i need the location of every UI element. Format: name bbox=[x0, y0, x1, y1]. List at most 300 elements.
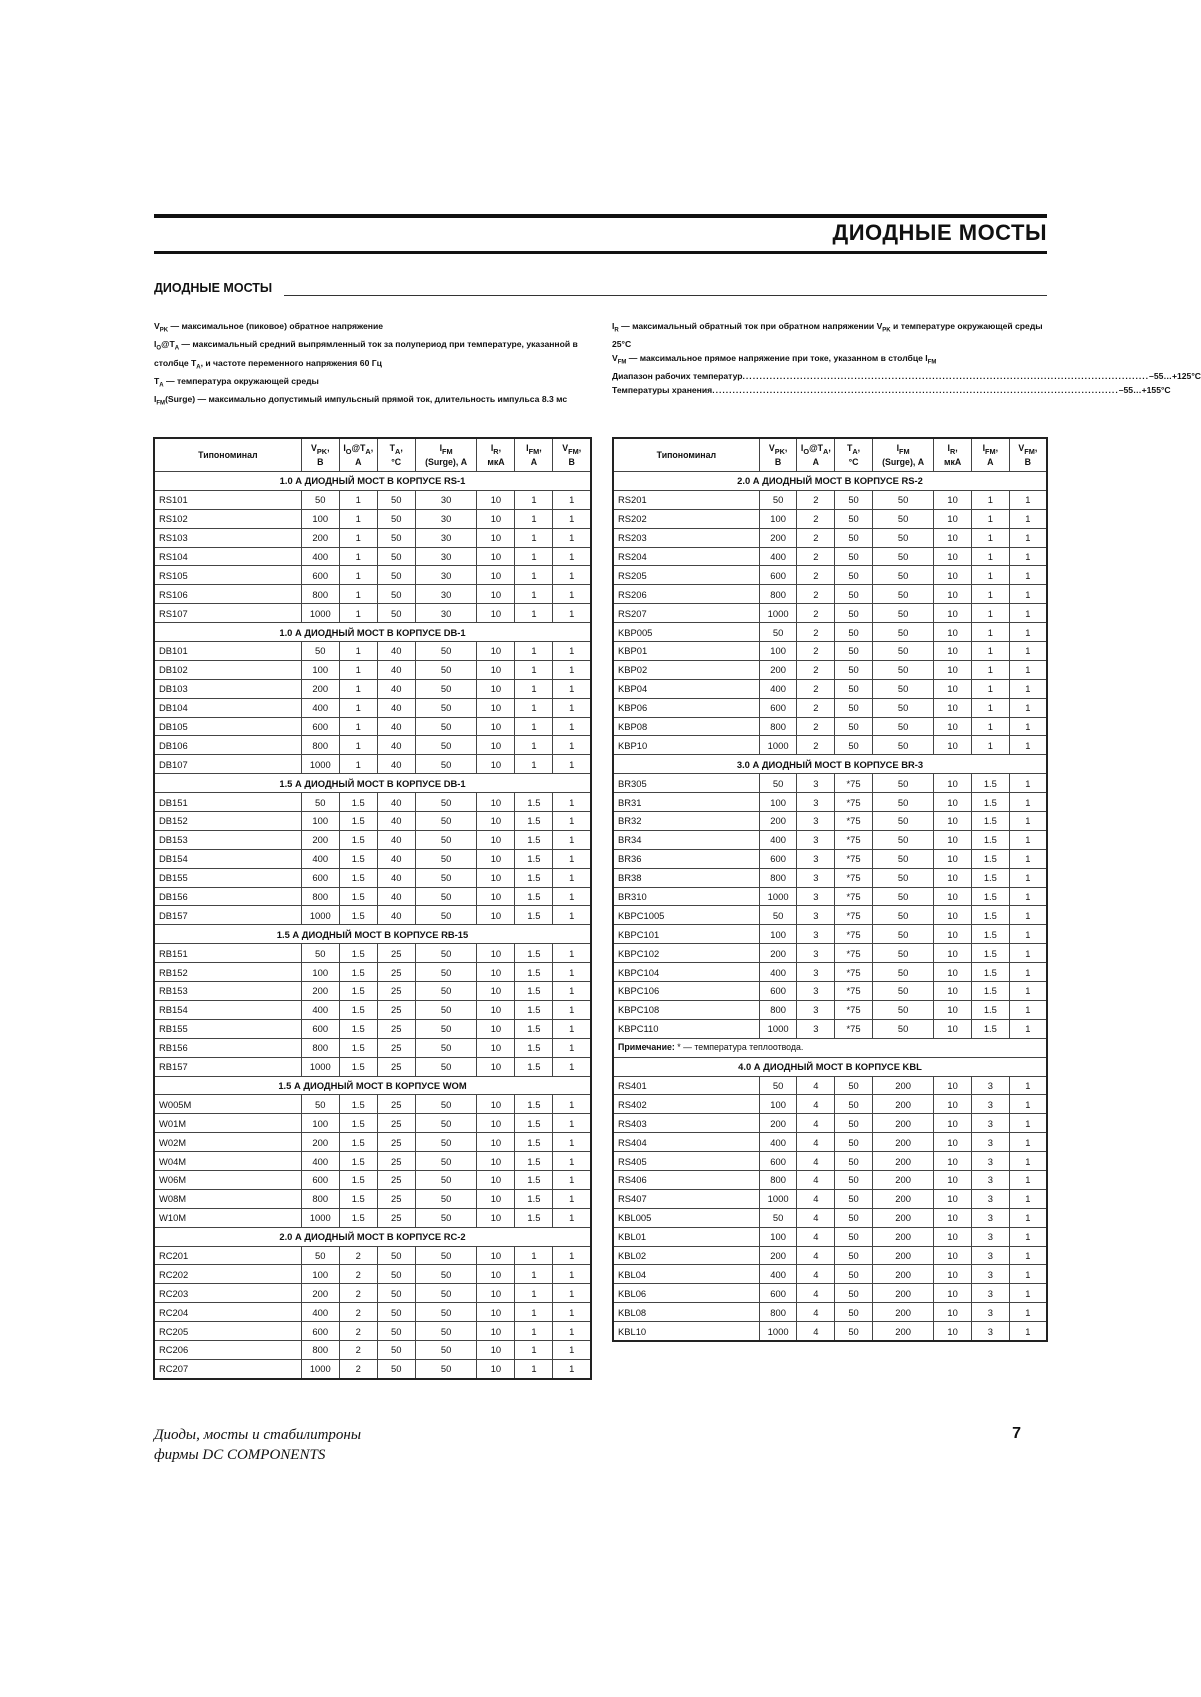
value-cell: 1.5 bbox=[339, 944, 377, 963]
table-row bbox=[154, 698, 591, 717]
value-cell: 1 bbox=[553, 509, 591, 528]
table-row bbox=[613, 660, 1047, 679]
part-number-cell: KBL04 bbox=[613, 1265, 759, 1284]
part-number-cell: KBL01 bbox=[613, 1227, 759, 1246]
part-number-cell: RC201 bbox=[154, 1246, 301, 1265]
value-cell: 10 bbox=[477, 736, 515, 755]
value-cell: 1.5 bbox=[971, 963, 1009, 982]
part-number-cell: RS102 bbox=[154, 509, 301, 528]
value-cell: 4 bbox=[797, 1189, 835, 1208]
group-row bbox=[154, 925, 591, 944]
value-cell: 1 bbox=[515, 717, 553, 736]
value-cell: 1 bbox=[1009, 906, 1047, 925]
value-cell: 1 bbox=[1009, 868, 1047, 887]
value-cell: 1 bbox=[339, 547, 377, 566]
range-label: Температуры хранения bbox=[612, 384, 713, 395]
note-label: Примечание: bbox=[618, 1042, 675, 1053]
value-cell: 200 bbox=[872, 1170, 933, 1189]
value-cell: 1 bbox=[553, 906, 591, 925]
value-cell: 4 bbox=[797, 1322, 835, 1341]
table-row bbox=[154, 1208, 591, 1227]
part-number-cell: RB151 bbox=[154, 944, 301, 963]
value-cell: 3 bbox=[971, 1265, 1009, 1284]
value-cell: 1.5 bbox=[339, 1133, 377, 1152]
value-cell: 1 bbox=[553, 1303, 591, 1322]
value-cell: 1.5 bbox=[971, 887, 1009, 906]
value-cell: 50 bbox=[415, 868, 477, 887]
value-cell: 1 bbox=[339, 679, 377, 698]
value-cell: 2 bbox=[797, 528, 835, 547]
value-cell: 1 bbox=[1009, 642, 1047, 661]
value-cell: 1.5 bbox=[971, 868, 1009, 887]
value-cell: 10 bbox=[934, 1189, 972, 1208]
table-row bbox=[613, 1095, 1047, 1114]
column-header: $V_{FM}$, В bbox=[553, 438, 591, 472]
value-cell: 40 bbox=[377, 849, 415, 868]
value-cell: 50 bbox=[835, 1189, 873, 1208]
value-cell: 1 bbox=[515, 1322, 553, 1341]
value-cell: 10 bbox=[934, 490, 972, 509]
value-cell: 10 bbox=[477, 717, 515, 736]
footer-line-1: Диоды, мосты и стабилитроны bbox=[154, 1427, 362, 1443]
value-cell: 50 bbox=[415, 944, 477, 963]
value-cell: 50 bbox=[835, 1265, 873, 1284]
value-cell: 1 bbox=[553, 1246, 591, 1265]
value-cell: 1 bbox=[971, 642, 1009, 661]
value-cell: 2 bbox=[797, 736, 835, 755]
value-cell: 25 bbox=[377, 1038, 415, 1057]
value-cell: 10 bbox=[477, 1114, 515, 1133]
value-cell: 400 bbox=[759, 1133, 797, 1152]
value-cell: 3 bbox=[797, 906, 835, 925]
value-cell: 10 bbox=[934, 1284, 972, 1303]
value-cell: 1 bbox=[1009, 623, 1047, 642]
value-cell: 4 bbox=[797, 1303, 835, 1322]
value-cell: 400 bbox=[301, 547, 339, 566]
value-cell: *75 bbox=[835, 868, 873, 887]
group-row bbox=[154, 774, 591, 793]
part-number-cell: DB156 bbox=[154, 887, 301, 906]
value-cell: 1 bbox=[1009, 1076, 1047, 1095]
value-cell: 1.5 bbox=[971, 849, 1009, 868]
part-number-cell: DB154 bbox=[154, 849, 301, 868]
value-cell: 2 bbox=[797, 585, 835, 604]
value-cell: 1 bbox=[553, 793, 591, 812]
value-cell: 1 bbox=[1009, 1095, 1047, 1114]
part-number-cell: DB155 bbox=[154, 868, 301, 887]
value-cell: 50 bbox=[759, 1208, 797, 1227]
value-cell: 40 bbox=[377, 755, 415, 774]
table-row bbox=[154, 528, 591, 547]
table-row bbox=[154, 1284, 591, 1303]
table-row bbox=[154, 1265, 591, 1284]
value-cell: 50 bbox=[835, 1208, 873, 1227]
value-cell: 1.5 bbox=[515, 1189, 553, 1208]
value-cell: 1 bbox=[971, 660, 1009, 679]
value-cell: 600 bbox=[301, 717, 339, 736]
value-cell: 50 bbox=[415, 1133, 477, 1152]
value-cell: 1 bbox=[553, 1265, 591, 1284]
value-cell: 40 bbox=[377, 868, 415, 887]
value-cell: 200 bbox=[759, 944, 797, 963]
value-cell: *75 bbox=[835, 849, 873, 868]
value-cell: *75 bbox=[835, 925, 873, 944]
value-cell: 10 bbox=[934, 623, 972, 642]
value-cell: 2 bbox=[339, 1265, 377, 1284]
value-cell: 1 bbox=[515, 585, 553, 604]
part-number-cell: DB103 bbox=[154, 679, 301, 698]
legend-item: $T_A$ — температура окружающей среды bbox=[154, 375, 319, 389]
section-rule bbox=[284, 295, 1047, 296]
legend-subscript: O bbox=[156, 346, 162, 353]
group-row bbox=[154, 1076, 591, 1095]
value-cell: 10 bbox=[934, 585, 972, 604]
value-cell: 1.5 bbox=[339, 812, 377, 831]
value-cell: 50 bbox=[835, 1133, 873, 1152]
value-cell: 50 bbox=[415, 1246, 477, 1265]
value-cell: 50 bbox=[759, 1076, 797, 1095]
value-cell: 3 bbox=[797, 868, 835, 887]
value-cell: 1000 bbox=[759, 1189, 797, 1208]
range-label: Диапазон рабочих температур bbox=[612, 371, 743, 382]
value-cell: 40 bbox=[377, 736, 415, 755]
value-cell: 1 bbox=[553, 944, 591, 963]
table-row bbox=[613, 528, 1047, 547]
value-cell: 50 bbox=[872, 660, 933, 679]
value-cell: 50 bbox=[415, 887, 477, 906]
value-cell: 1 bbox=[1009, 679, 1047, 698]
value-cell: 2 bbox=[797, 717, 835, 736]
value-cell: 100 bbox=[759, 509, 797, 528]
value-cell: 50 bbox=[377, 1303, 415, 1322]
value-cell: 1 bbox=[553, 868, 591, 887]
value-cell: 100 bbox=[759, 793, 797, 812]
value-cell: 1.5 bbox=[339, 830, 377, 849]
value-cell: 50 bbox=[377, 1284, 415, 1303]
value-cell: 10 bbox=[477, 1359, 515, 1378]
value-cell: 10 bbox=[934, 963, 972, 982]
value-cell: 800 bbox=[759, 585, 797, 604]
value-cell: 200 bbox=[759, 660, 797, 679]
value-cell: 1.5 bbox=[515, 982, 553, 1001]
value-cell: 50 bbox=[872, 774, 933, 793]
value-cell: 400 bbox=[301, 698, 339, 717]
value-cell: 1 bbox=[553, 585, 591, 604]
table-row bbox=[154, 793, 591, 812]
value-cell: 1 bbox=[971, 585, 1009, 604]
value-cell: 600 bbox=[301, 1322, 339, 1341]
part-number-cell: RS207 bbox=[613, 604, 759, 623]
value-cell: 25 bbox=[377, 1095, 415, 1114]
value-cell: 1 bbox=[1009, 585, 1047, 604]
part-number-cell: KBL02 bbox=[613, 1246, 759, 1265]
value-cell: 50 bbox=[872, 528, 933, 547]
value-cell: 50 bbox=[872, 849, 933, 868]
value-cell: 30 bbox=[415, 490, 477, 509]
value-cell: 10 bbox=[477, 812, 515, 831]
value-cell: 10 bbox=[934, 528, 972, 547]
part-number-cell: RB153 bbox=[154, 982, 301, 1001]
value-cell: 1 bbox=[1009, 736, 1047, 755]
value-cell: 3 bbox=[797, 887, 835, 906]
value-cell: 400 bbox=[759, 679, 797, 698]
value-cell: 200 bbox=[759, 1114, 797, 1133]
value-cell: 800 bbox=[301, 1038, 339, 1057]
value-cell: 2 bbox=[797, 490, 835, 509]
table-row bbox=[154, 566, 591, 585]
table-row bbox=[613, 1133, 1047, 1152]
value-cell: 1 bbox=[553, 490, 591, 509]
value-cell: 600 bbox=[759, 1152, 797, 1171]
value-cell: 10 bbox=[934, 944, 972, 963]
value-cell: 1.5 bbox=[339, 1019, 377, 1038]
value-cell: 1 bbox=[515, 736, 553, 755]
value-cell: 1 bbox=[1009, 660, 1047, 679]
value-cell: 50 bbox=[377, 528, 415, 547]
value-cell: 600 bbox=[759, 1284, 797, 1303]
value-cell: 10 bbox=[477, 1189, 515, 1208]
value-cell: 10 bbox=[477, 660, 515, 679]
value-cell: 1 bbox=[515, 604, 553, 623]
table-row bbox=[154, 509, 591, 528]
value-cell: 10 bbox=[477, 849, 515, 868]
part-number-cell: KBP04 bbox=[613, 679, 759, 698]
value-cell: 3 bbox=[797, 982, 835, 1001]
value-cell: 1 bbox=[971, 623, 1009, 642]
value-cell: 10 bbox=[477, 1152, 515, 1171]
value-cell: 50 bbox=[759, 490, 797, 509]
value-cell: 600 bbox=[759, 698, 797, 717]
table-row bbox=[154, 755, 591, 774]
value-cell: 1.5 bbox=[339, 793, 377, 812]
value-cell: 10 bbox=[477, 490, 515, 509]
value-cell: 3 bbox=[971, 1322, 1009, 1341]
value-cell: 1.5 bbox=[515, 1133, 553, 1152]
value-cell: 4 bbox=[797, 1170, 835, 1189]
value-cell: 1.5 bbox=[339, 1189, 377, 1208]
value-cell: 1 bbox=[515, 490, 553, 509]
table-row bbox=[154, 868, 591, 887]
value-cell: 1.5 bbox=[515, 1000, 553, 1019]
table-row bbox=[613, 1114, 1047, 1133]
value-cell: 25 bbox=[377, 963, 415, 982]
table-row bbox=[613, 1227, 1047, 1246]
value-cell: 4 bbox=[797, 1133, 835, 1152]
legend-subscript: A bbox=[196, 364, 201, 371]
table-row bbox=[154, 1095, 591, 1114]
table-row bbox=[154, 1057, 591, 1076]
legend-item: $V_{FM}$ — максимальное прямое напряжение при токе, указанном в столбце $I_{FM}$ bbox=[612, 352, 937, 366]
value-cell: 1 bbox=[553, 698, 591, 717]
value-cell: 1 bbox=[339, 717, 377, 736]
value-cell: 200 bbox=[872, 1208, 933, 1227]
part-number-cell: KBP10 bbox=[613, 736, 759, 755]
table-row bbox=[613, 1303, 1047, 1322]
table-row bbox=[613, 887, 1047, 906]
part-number-cell: DB157 bbox=[154, 906, 301, 925]
value-cell: 1 bbox=[1009, 717, 1047, 736]
value-cell: 2 bbox=[797, 679, 835, 698]
value-cell: 1000 bbox=[301, 1359, 339, 1378]
value-cell: 1 bbox=[553, 1114, 591, 1133]
column-subscript: O bbox=[803, 446, 810, 456]
legend-subscript: A bbox=[159, 382, 164, 389]
value-cell: 200 bbox=[872, 1114, 933, 1133]
value-cell: 50 bbox=[415, 812, 477, 831]
value-cell: 1.5 bbox=[971, 830, 1009, 849]
column-subscript: O bbox=[345, 446, 352, 456]
column-subscript: R bbox=[949, 446, 956, 456]
value-cell: 4 bbox=[797, 1246, 835, 1265]
value-cell: 2 bbox=[339, 1303, 377, 1322]
value-cell: 200 bbox=[872, 1322, 933, 1341]
value-cell: 50 bbox=[872, 1000, 933, 1019]
value-cell: 50 bbox=[415, 830, 477, 849]
value-cell: 10 bbox=[934, 717, 972, 736]
value-cell: 1000 bbox=[301, 604, 339, 623]
value-cell: 50 bbox=[759, 774, 797, 793]
value-cell: 1 bbox=[1009, 830, 1047, 849]
value-cell: 1 bbox=[1009, 1303, 1047, 1322]
part-number-cell: KBPC101 bbox=[613, 925, 759, 944]
value-cell: 4 bbox=[797, 1152, 835, 1171]
table-row bbox=[154, 547, 591, 566]
part-number-cell: KBP06 bbox=[613, 698, 759, 717]
value-cell: 1.5 bbox=[339, 1057, 377, 1076]
value-cell: 800 bbox=[301, 1340, 339, 1359]
column-header: $T_A$, °С bbox=[377, 438, 415, 472]
part-number-cell: RS106 bbox=[154, 585, 301, 604]
value-cell: 50 bbox=[872, 604, 933, 623]
value-cell: 1 bbox=[339, 585, 377, 604]
value-cell: 50 bbox=[872, 944, 933, 963]
part-number-cell: RC202 bbox=[154, 1265, 301, 1284]
part-number-cell: RS101 bbox=[154, 490, 301, 509]
footer-publication bbox=[154, 1425, 361, 1465]
column-subscript: FM bbox=[1024, 446, 1035, 456]
value-cell: 3 bbox=[971, 1189, 1009, 1208]
value-cell: 50 bbox=[835, 490, 873, 509]
value-cell: 10 bbox=[477, 755, 515, 774]
table-row bbox=[154, 736, 591, 755]
value-cell: 1.5 bbox=[515, 849, 553, 868]
value-cell: 10 bbox=[477, 1038, 515, 1057]
column-header: $I_{FM}$, А bbox=[971, 438, 1009, 472]
value-cell: 1 bbox=[553, 1057, 591, 1076]
column-subscript: PK bbox=[774, 446, 785, 456]
part-number-cell: DB101 bbox=[154, 642, 301, 661]
value-cell: 3 bbox=[971, 1114, 1009, 1133]
value-cell: 200 bbox=[301, 679, 339, 698]
table-row bbox=[154, 679, 591, 698]
value-cell: 3 bbox=[797, 925, 835, 944]
part-number-cell: W08M bbox=[154, 1189, 301, 1208]
legend-item: $I_{FM}(Surge)$ — максимально допустимый импульсный прямой ток, длительность импульса 8.3 мс bbox=[154, 394, 568, 407]
value-cell: 4 bbox=[797, 1114, 835, 1133]
table-row bbox=[613, 1076, 1047, 1095]
table-row bbox=[613, 547, 1047, 566]
value-cell: 3 bbox=[971, 1095, 1009, 1114]
value-cell: 2 bbox=[339, 1359, 377, 1378]
value-cell: 1.5 bbox=[515, 963, 553, 982]
value-cell: 10 bbox=[934, 925, 972, 944]
value-cell: 1 bbox=[1009, 1189, 1047, 1208]
value-cell: 25 bbox=[377, 982, 415, 1001]
value-cell: 10 bbox=[477, 1340, 515, 1359]
value-cell: 2 bbox=[797, 623, 835, 642]
value-cell: 800 bbox=[301, 1189, 339, 1208]
value-cell: 10 bbox=[934, 1000, 972, 1019]
value-cell: 50 bbox=[835, 1284, 873, 1303]
value-cell: 30 bbox=[415, 566, 477, 585]
value-cell: 10 bbox=[934, 849, 972, 868]
value-cell: *75 bbox=[835, 944, 873, 963]
value-cell: 1 bbox=[515, 509, 553, 528]
value-cell: 50 bbox=[301, 490, 339, 509]
table-row bbox=[613, 1284, 1047, 1303]
value-cell: 50 bbox=[835, 679, 873, 698]
table-row bbox=[154, 585, 591, 604]
table-row bbox=[613, 490, 1047, 509]
value-cell: 1 bbox=[553, 1038, 591, 1057]
value-cell: 10 bbox=[477, 793, 515, 812]
value-cell: 1 bbox=[339, 660, 377, 679]
value-cell: 10 bbox=[477, 1322, 515, 1341]
part-number-cell: BR32 bbox=[613, 812, 759, 831]
part-number-cell: RB156 bbox=[154, 1038, 301, 1057]
value-cell: 800 bbox=[759, 1303, 797, 1322]
value-cell: 10 bbox=[934, 1095, 972, 1114]
value-cell: 50 bbox=[872, 736, 933, 755]
table-row bbox=[154, 1303, 591, 1322]
column-header: $I_{FM}$ (Surge), А bbox=[415, 438, 477, 472]
value-cell: 600 bbox=[301, 566, 339, 585]
value-cell: 10 bbox=[934, 1133, 972, 1152]
value-cell: 1 bbox=[553, 1095, 591, 1114]
value-cell: 10 bbox=[477, 1208, 515, 1227]
part-number-cell: KBL10 bbox=[613, 1322, 759, 1341]
value-cell: 50 bbox=[415, 1170, 477, 1189]
column-header: $I_R$, мкА bbox=[934, 438, 972, 472]
value-cell: 50 bbox=[872, 717, 933, 736]
value-cell: 1 bbox=[553, 604, 591, 623]
value-cell: 3 bbox=[797, 1000, 835, 1019]
value-cell: 50 bbox=[377, 509, 415, 528]
temperature-range bbox=[612, 370, 1201, 384]
value-cell: 50 bbox=[415, 679, 477, 698]
table-row bbox=[154, 1152, 591, 1171]
value-cell: 2 bbox=[797, 566, 835, 585]
part-number-cell: RS105 bbox=[154, 566, 301, 585]
value-cell: 1.5 bbox=[971, 1019, 1009, 1038]
table-row bbox=[154, 1038, 591, 1057]
value-cell: 1.5 bbox=[515, 1114, 553, 1133]
value-cell: 50 bbox=[415, 736, 477, 755]
table-row bbox=[613, 774, 1047, 793]
value-cell: 50 bbox=[835, 1246, 873, 1265]
table-header-row bbox=[154, 438, 591, 472]
table-row bbox=[613, 925, 1047, 944]
part-number-cell: KBP005 bbox=[613, 623, 759, 642]
value-cell: 10 bbox=[477, 509, 515, 528]
value-cell: 25 bbox=[377, 1189, 415, 1208]
value-cell: 200 bbox=[872, 1189, 933, 1208]
value-cell: 1 bbox=[553, 963, 591, 982]
table-row bbox=[613, 830, 1047, 849]
value-cell: 3 bbox=[971, 1133, 1009, 1152]
value-cell: 10 bbox=[477, 1000, 515, 1019]
value-cell: 50 bbox=[415, 1265, 477, 1284]
